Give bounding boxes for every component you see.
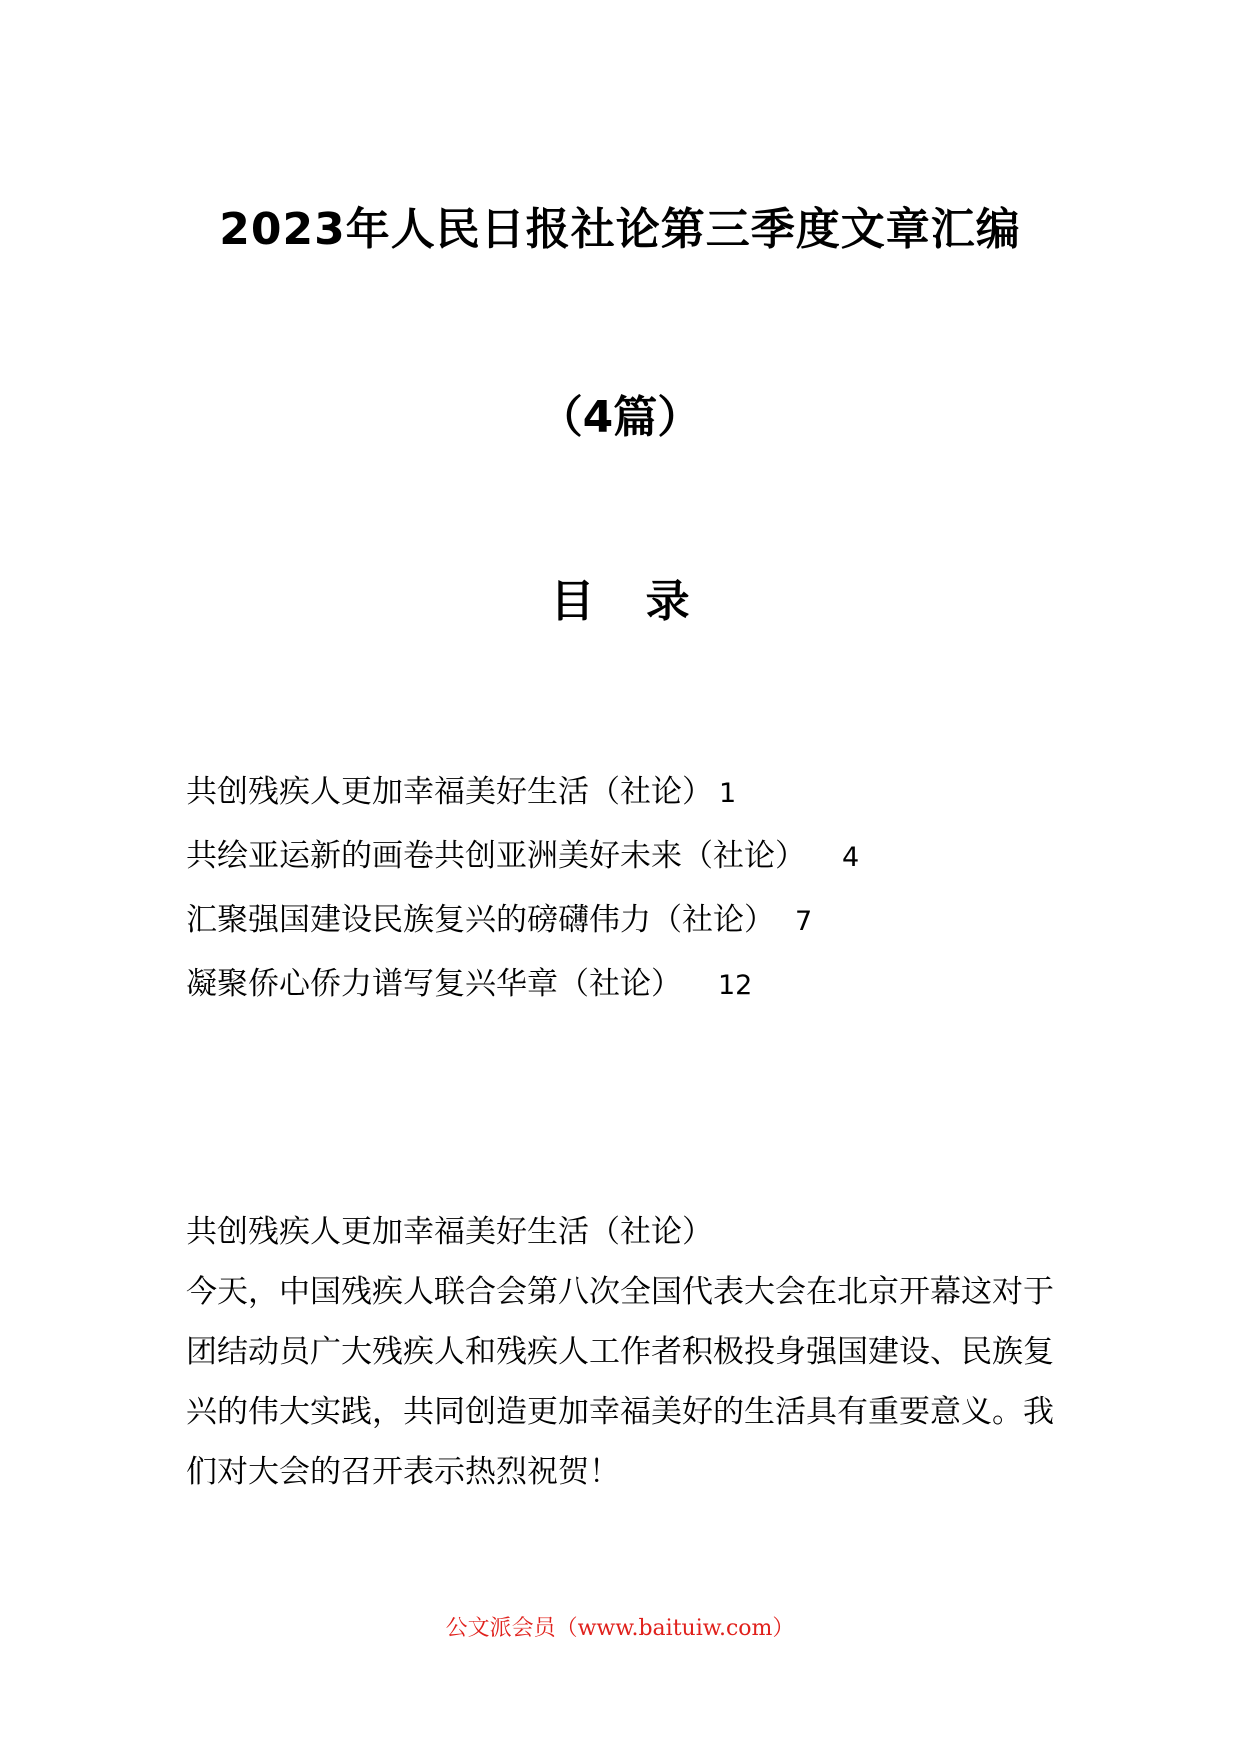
- toc-entry-label: 共绘亚运新的画卷共创亚洲美好未来（社论）: [186, 838, 806, 874]
- document-title: 2023年人民日报社论第三季度文章汇编: [219, 204, 1021, 255]
- article-section: [186, 1208, 1056, 1502]
- toc-entry-page: 7: [795, 906, 813, 937]
- toc-entry-label: 共创残疾人更加幸福美好生活（社论）: [186, 774, 713, 810]
- toc-entry-label: 汇聚强国建设民族复兴的磅礴伟力（社论）: [186, 902, 775, 938]
- toc-entry[interactable]: [186, 760, 859, 824]
- table-of-contents: [186, 760, 859, 1016]
- toc-entry[interactable]: [186, 952, 859, 1016]
- toc-heading: 目 录: [550, 576, 708, 627]
- toc-entry[interactable]: [186, 824, 859, 888]
- toc-entry-page: 12: [718, 970, 753, 1001]
- article-title: 共创残疾人更加幸福美好生活（社论）: [186, 1214, 713, 1250]
- document-subtitle: （4篇）: [538, 392, 702, 443]
- article-body: 今天，中国残疾人联合会第八次全国代表大会在北京开幕这对于团结动员广大残疾人和残疾人工作者积极投身强国建设、民族复兴的伟大实践，共同创造更加幸福美好的生活具有重要意义。我们对大会的召开表示热烈祝贺！: [186, 1274, 1054, 1490]
- footer-watermark: 公文派会员（www.baituiw.com）: [445, 1616, 795, 1641]
- toc-entry-page: 1: [719, 778, 737, 809]
- toc-entry-label: 凝聚侨心侨力谱写复兴华章（社论）: [186, 966, 682, 1002]
- toc-entry[interactable]: [186, 888, 859, 952]
- toc-entry-page: 4: [842, 842, 860, 873]
